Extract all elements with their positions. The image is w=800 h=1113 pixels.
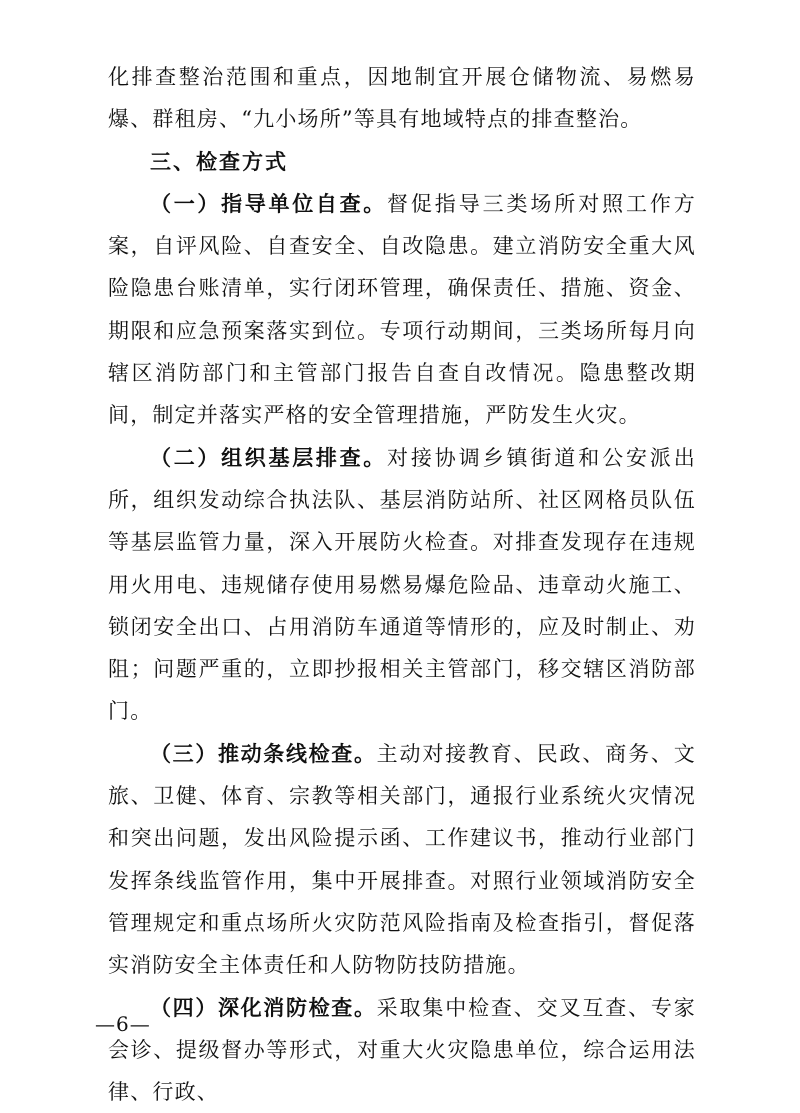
- item-paragraph-4: [108, 987, 696, 1113]
- item-text: 督促指导三类场所对照工作方案，自评风险、自查安全、自改隐患。建立消防安全重大风险隐患台账清单，实行闭环管理，确保责任、措施、资金、期限和应急预案落实到位。专项行动期间，三类场所每月向辖区消防部门和主管部门报告自查自改情况。隐患整改期间，制定并落实严格的安全管理措施，严防发生火灾。: [108, 191, 696, 428]
- item-paragraph-1: [108, 183, 696, 437]
- paragraph-text: 化排查整治范围和重点，因地制宜开展仓储物流、易燃易爆、群租房、“九小场所”等具有地域特点的排查整治。: [108, 65, 696, 132]
- item-paragraph-2: [108, 437, 696, 733]
- document-body: [108, 56, 696, 1113]
- section-heading: 三、检查方式: [150, 149, 288, 174]
- page-number: —6—: [95, 1012, 151, 1036]
- item-text: 采取集中检查、交叉互查、专家会诊、提级督办等形式，对重大火灾隐患单位，综合运用法律、行政、: [108, 995, 696, 1105]
- item-paragraph-3: [108, 733, 696, 987]
- item-text: 主动对接教育、民政、商务、文旅、卫健、体育、宗教等相关部门，通报行业系统火灾情况和突出问题，发出风险提示函、工作建议书，推动行业部门发挥条线监管作用，集中开展排查。对照行业领域消防安全管理规定和重点场所火灾防范风险指南及检查指引，督促落实消防安全主体责任和人防物防技防措施。: [108, 741, 696, 978]
- item-lead: （三）推动条线检查。: [150, 741, 377, 766]
- continued-paragraph: [108, 56, 696, 141]
- item-text: 对接协调乡镇街道和公安派出所，组织发动综合执法队、基层消防站所、社区网格员队伍等基层监管力量，深入开展防火检查。对排查发现存在违规用火用电、违规储存使用易燃易爆危险品、违章动火施工、锁闭安全出口、占用消防车通道等情形的，应及时制止、劝阻；问题严重的，立即抄报相关主管部门，移交辖区消防部门。: [108, 445, 696, 724]
- item-lead: （一）指导单位自查。: [150, 191, 387, 216]
- item-lead: （二）组织基层排查。: [150, 445, 387, 470]
- item-lead: （四）深化消防检查。: [150, 995, 377, 1020]
